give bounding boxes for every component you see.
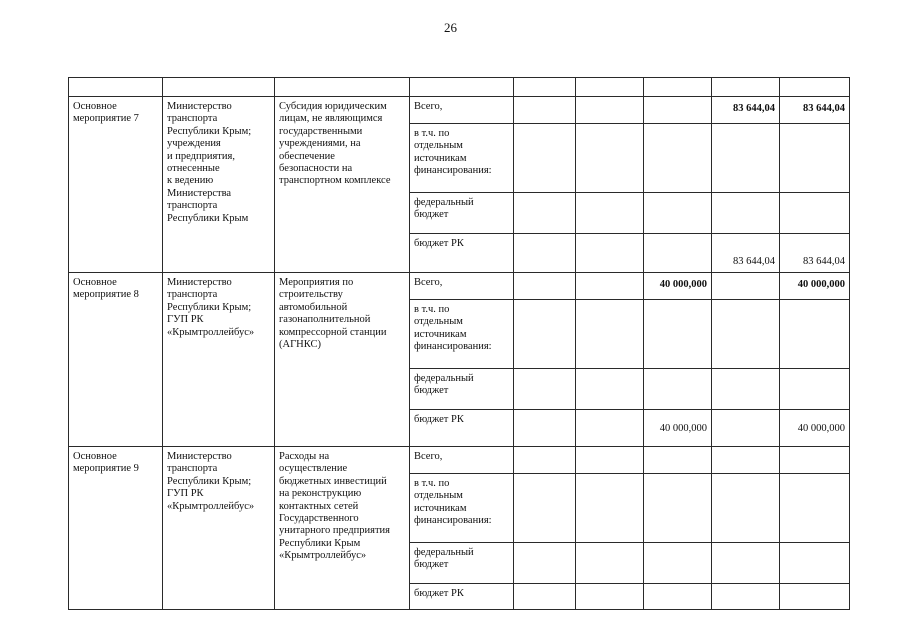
header-row bbox=[69, 78, 850, 97]
activity-cell: Основное мероприятие 9 bbox=[69, 447, 163, 610]
source-rk-cell: бюджет РК bbox=[410, 584, 514, 610]
source-rk-cell: бюджет РК bbox=[410, 234, 514, 273]
value-cell bbox=[644, 124, 712, 193]
table-row bbox=[69, 273, 850, 300]
value-cell bbox=[644, 300, 712, 369]
value-cell bbox=[644, 193, 712, 234]
description-cell: Расходы на осуществление бюджетных инвестиций на реконструкцию контактных сетей Государственного унитарного предприятия Республики Крым «Крымтроллейбус» bbox=[275, 447, 410, 610]
rk-col6-cell bbox=[644, 234, 712, 273]
value-cell bbox=[514, 97, 576, 124]
value-cell bbox=[514, 273, 576, 300]
source-total-cell: Всего, bbox=[410, 273, 514, 300]
value-cell bbox=[576, 369, 644, 410]
source-incl-cell: в т.ч. по отдельным источникам финансирования: bbox=[410, 300, 514, 369]
header-cell bbox=[410, 78, 514, 97]
page-number: 26 bbox=[444, 20, 457, 35]
rk-col7-cell bbox=[712, 584, 780, 610]
executor-cell: Министерство транспорта Республики Крым; ГУП РК «Крымтроллейбус» bbox=[163, 273, 275, 447]
source-incl-cell: в т.ч. по отдельным источникам финансирования: bbox=[410, 124, 514, 193]
source-federal-cell: федеральный бюджет bbox=[410, 193, 514, 234]
source-federal-cell: федеральный бюджет bbox=[410, 369, 514, 410]
value-cell bbox=[644, 369, 712, 410]
value-cell bbox=[712, 543, 780, 584]
value-cell bbox=[644, 474, 712, 543]
rk-sum-cell: 83 644,04 bbox=[780, 234, 850, 273]
value-cell bbox=[576, 474, 644, 543]
description-cell: Субсидия юридическим лицам, не являющимся государственными учреждениями, на обеспечение безопасности на транспортном комплексе bbox=[275, 97, 410, 273]
value-cell bbox=[514, 584, 576, 610]
source-incl-cell: в т.ч. по отдельным источникам финансирования: bbox=[410, 474, 514, 543]
rk-sum-cell: 40 000,000 bbox=[780, 410, 850, 447]
description-cell: Мероприятия по строительству автомобильной газонаполнительной компрессорной станции (АГНКС) bbox=[275, 273, 410, 447]
header-cell bbox=[780, 78, 850, 97]
value-cell bbox=[712, 369, 780, 410]
executor-cell: Министерство транспорта Республики Крым; ГУП РК «Крымтроллейбус» bbox=[163, 447, 275, 610]
value-cell bbox=[576, 97, 644, 124]
header-cell bbox=[712, 78, 780, 97]
table-row bbox=[69, 97, 850, 124]
value-cell bbox=[644, 543, 712, 584]
value-cell bbox=[576, 543, 644, 584]
value-cell bbox=[780, 474, 850, 543]
value-cell bbox=[514, 369, 576, 410]
value-cell bbox=[780, 124, 850, 193]
rk-col7-cell: 83 644,04 bbox=[712, 234, 780, 273]
source-total-cell: Всего, bbox=[410, 97, 514, 124]
value-cell bbox=[576, 584, 644, 610]
value-cell bbox=[576, 124, 644, 193]
value-cell bbox=[514, 410, 576, 447]
value-cell bbox=[780, 193, 850, 234]
header-cell bbox=[275, 78, 410, 97]
value-cell bbox=[514, 543, 576, 584]
value-cell bbox=[514, 474, 576, 543]
value-cell bbox=[780, 369, 850, 410]
table-row bbox=[69, 447, 850, 474]
total-sum-cell bbox=[780, 447, 850, 474]
value-cell bbox=[712, 193, 780, 234]
rk-col6-cell: 40 000,000 bbox=[644, 410, 712, 447]
total-col7-cell: 83 644,04 bbox=[712, 97, 780, 124]
value-cell bbox=[514, 124, 576, 193]
executor-cell: Министерство транспорта Республики Крым; учреждения и предприятия, отнесенные к ведению Министерства транспорта Республики Крым bbox=[163, 97, 275, 273]
activity-cell: Основное мероприятие 8 bbox=[69, 273, 163, 447]
value-cell bbox=[576, 193, 644, 234]
value-cell bbox=[576, 410, 644, 447]
value-cell bbox=[576, 273, 644, 300]
total-col7-cell bbox=[712, 273, 780, 300]
header-cell bbox=[514, 78, 576, 97]
header-cell bbox=[576, 78, 644, 97]
value-cell bbox=[514, 234, 576, 273]
header-cell bbox=[69, 78, 163, 97]
total-col6-cell: 40 000,000 bbox=[644, 273, 712, 300]
value-cell bbox=[514, 193, 576, 234]
value-cell bbox=[780, 300, 850, 369]
value-cell bbox=[514, 300, 576, 369]
value-cell bbox=[576, 234, 644, 273]
value-cell bbox=[514, 447, 576, 474]
header-cell bbox=[163, 78, 275, 97]
budget-table bbox=[68, 77, 850, 610]
value-cell bbox=[712, 300, 780, 369]
rk-sum-cell bbox=[780, 584, 850, 610]
value-cell bbox=[780, 543, 850, 584]
activity-cell: Основное мероприятие 7 bbox=[69, 97, 163, 273]
value-cell bbox=[576, 447, 644, 474]
source-rk-cell: бюджет РК bbox=[410, 410, 514, 447]
value-cell bbox=[576, 300, 644, 369]
total-col7-cell bbox=[712, 447, 780, 474]
header-cell bbox=[644, 78, 712, 97]
total-sum-cell: 40 000,000 bbox=[780, 273, 850, 300]
total-col6-cell bbox=[644, 447, 712, 474]
total-sum-cell: 83 644,04 bbox=[780, 97, 850, 124]
source-total-cell: Всего, bbox=[410, 447, 514, 474]
rk-col7-cell bbox=[712, 410, 780, 447]
value-cell bbox=[712, 124, 780, 193]
rk-col6-cell bbox=[644, 584, 712, 610]
source-federal-cell: федеральный бюджет bbox=[410, 543, 514, 584]
total-col6-cell bbox=[644, 97, 712, 124]
value-cell bbox=[712, 474, 780, 543]
